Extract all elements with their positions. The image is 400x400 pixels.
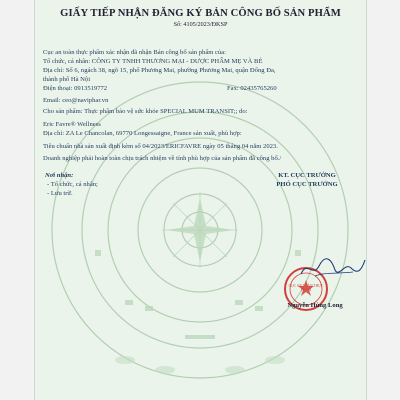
recipients-title: Nơi nhận: <box>45 172 74 179</box>
standard-line: Tiêu chuẩn nhà sản xuất định kèm số 04/2023/ERICFAVRE ngày 05 tháng 04 năm 2023. <box>43 143 278 150</box>
product-line: Cho sản phẩm: Thực phẩm bảo vệ sức khỏe SPECIAL MUM TRANSIT;; do: <box>43 108 248 115</box>
phone-line: Điện thoại: 0913519772 <box>43 85 108 92</box>
email-line: Email: ceo@naviphar.vn <box>43 97 109 104</box>
address-line-2: thành phố Hà Nội <box>43 76 91 83</box>
fax-line: Fax: 02435765260 <box>227 85 277 92</box>
organization-line: Tổ chức, cá nhân: CÔNG TY TNHH THƯƠNG MẠI - DƯỢC PHẨM MẸ VÀ BÉ <box>43 58 263 65</box>
signer-role: KT. CỤC TRƯỞNG <box>278 172 336 179</box>
stamp-text: CỤC AN TOÀN THỰC PHẨM <box>288 284 324 292</box>
intro-line: Cục an toàn thực phẩm xác nhận đã nhận Bản công bố sản phẩm của: <box>43 49 227 56</box>
recipient-item: - Lưu trữ. <box>47 190 73 197</box>
signer-title: PHÓ CỤC TRƯỞNG <box>276 181 338 188</box>
document-content <box>35 0 366 400</box>
signature-icon <box>297 252 367 282</box>
responsibility-line: Doanh nghiệp phải hoàn toàn chịu trách nhiệm về tính phù hợp của sản phẩm đã công bố./ <box>43 155 282 162</box>
address-line-1: Địa chỉ: Số 6, ngách 38, ngõ 15, phố Phương Mai, phường Phương Mai, quận Đống Đa, <box>43 67 276 74</box>
recipient-item: - Tổ chức, cá nhân; <box>47 181 98 188</box>
document-page <box>34 0 367 400</box>
manufacturer-address-line: Địa chỉ: ZA Le Chancolan, 69770 Longessaigne, France sản xuất, phù hợp: <box>43 130 242 137</box>
signer-name: Nguyễn Hùng Long <box>287 302 343 309</box>
manufacturer-line: Eric Favre® Wellness <box>43 121 101 128</box>
document-title: GIẤY TIẾP NHẬN ĐĂNG KÝ BẢN CÔNG BỐ SẢN PHẨM <box>60 8 341 19</box>
document-number: Số: 4105/2023/ĐKSP <box>173 21 228 28</box>
